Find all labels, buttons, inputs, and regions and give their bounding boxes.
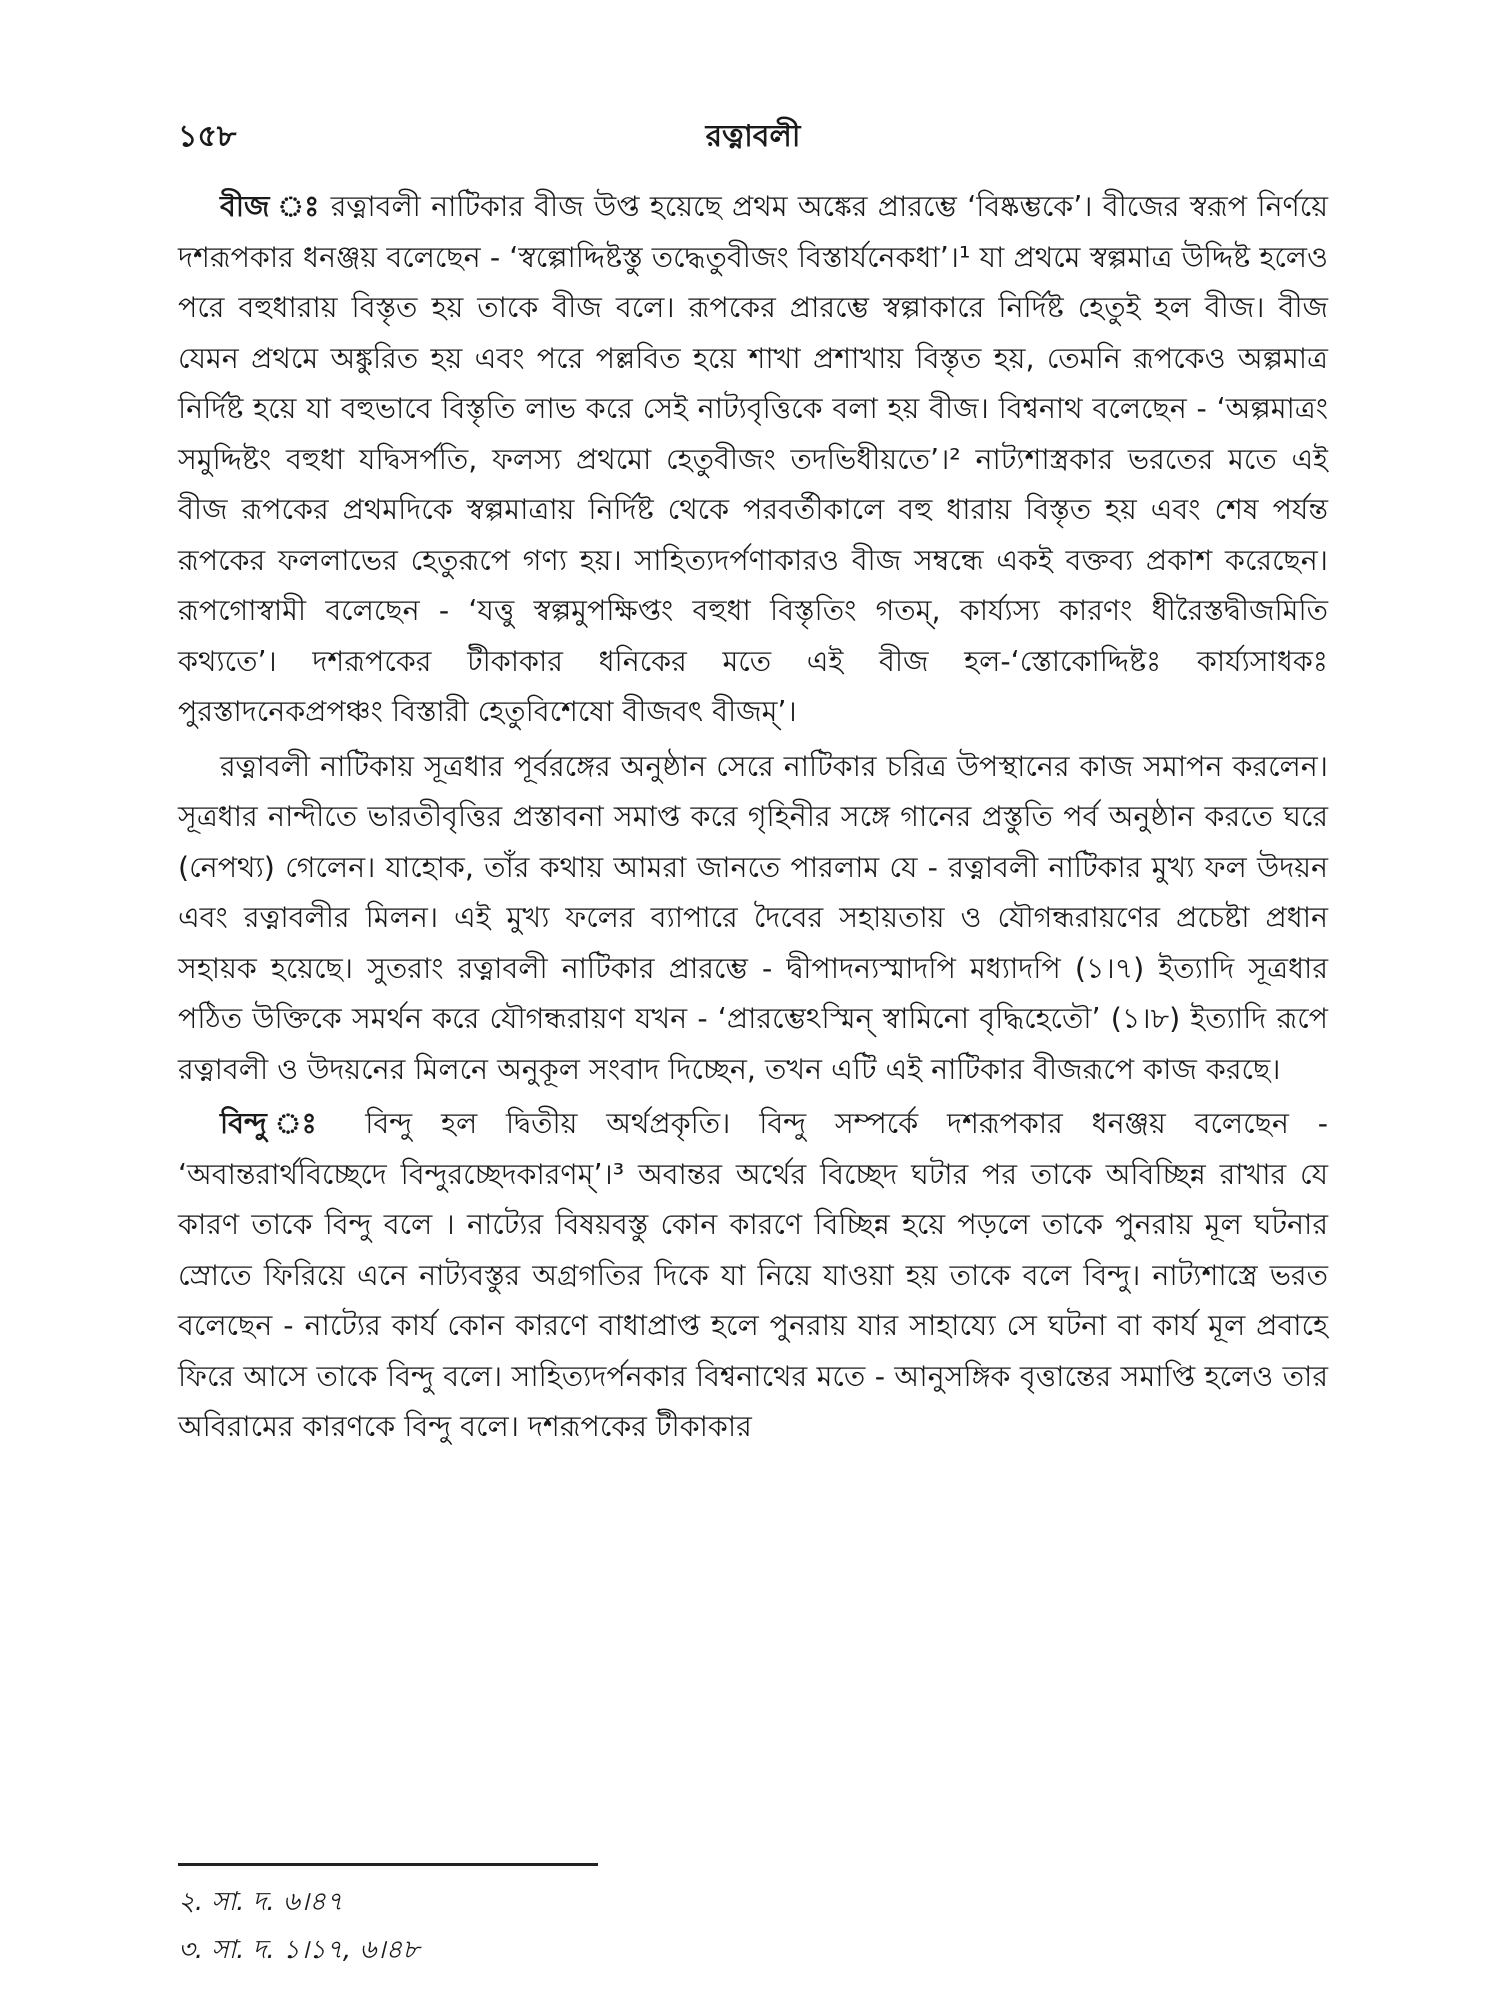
footnote: ৩. সা. দ. ১।১৭, ৬।৪৮ — [178, 1935, 420, 1965]
term-heading: বীজ ঃ — [220, 190, 321, 223]
page-header — [178, 112, 1328, 160]
paragraph-bija — [178, 182, 1328, 738]
footnote-divider — [178, 1863, 598, 1866]
page-number: ১৫৮ — [178, 119, 237, 154]
running-title: রত্নাবলী — [705, 119, 801, 154]
paragraph-text: রত্নাবলী নাটিকার বীজ উপ্ত হয়েছে প্রথম অঙ্কের প্রারম্ভে ‘বিষ্কম্ভকে’। বীজের স্বরূপ নির্ণয়ে দশরূপকার ধনঞ্জয় বলেছেন - ‘স্বল্পোদ্দিষ্টস্তু তদ্ধেতুবীজং বিস্তার্যনেকধা’।¹ যা প্রথমে স্বল্পমাত্র উদ্দিষ্ট হলেও পরে বহুধারায় বিস্তৃত হয় তাকে বীজ বলে। রূপকের প্রারম্ভে স্বল্পাকারে নির্দিষ্ট হেতুই হল বীজ। বীজ যেমন প্রথমে অঙ্কুরিত হয় এবং পরে পল্লবিত হয়ে শাখা প্রশাখায় বিস্তৃত হয়, তেমনি রূপকেও অল্পমাত্র নির্দিষ্ট হয়ে যা বহুভাবে বিস্তৃতি লাভ করে সেই নাট্যবৃত্তিকে বলা হয় বীজ। বিশ্বনাথ বলেছেন - ‘অল্পমাত্রং সমুদ্দিষ্টং বহুধা যদ্বিসর্পতি, ফলস্য প্রথমো হেতুবীজং তদভিধীয়তে’।² নাট্যশাস্ত্রকার ভরতের মতে এই বীজ রূপকের প্রথমদিকে স্বল্পমাত্রায় নির্দিষ্ট থেকে পরবর্তীকালে বহু ধারায় বিস্তৃত হয় এবং শেষ পর্যন্ত রূপকের ফললাভের হেতুরূপে গণ্য হয়। সাহিত্যদর্পণাকারও বীজ সম্বন্ধে একই বক্তব্য প্রকাশ করেছেন। রূপগোস্বামী বলেছেন - ‘যত্তু স্বল্পমুপক্ষিপ্তং বহুধা বিস্তৃতিং গতম্, কার্য্যস্য কারণং ধীরৈস্তদ্বীজমিতি কথ্যতে’। দশরূপকের টীকাকার ধনিকের মতে এই বীজ হল-‘স্তোকোদ্দিষ্টঃ কার্য্যসাধকঃ পুরস্তাদনেকপ্রপঞ্চং বিস্তারী হেতুবিশেষো বীজবৎ বীজম্’। — [178, 190, 1328, 728]
paragraph-ratnavali — [178, 742, 1328, 1096]
paragraph-text: রত্নাবলী নাটিকায় সূত্রধার পূর্বরঙ্গের অনুষ্ঠান সেরে নাটিকার চরিত্র উপস্থানের কাজ সমাপন করলেন। সূত্রধার নান্দীতে ভারতীবৃত্তির প্রস্তাবনা সমাপ্ত করে গৃহিনীর সঙ্গে গানের প্রস্তুতি পর্ব অনুষ্ঠান করতে ঘরে (নেপথ্য) গেলেন। যাহোক, তাঁর কথায় আমরা জানতে পারলাম যে - রত্নাবলী নাটিকার মুখ্য ফল উদয়ন এবং রত্নাবলীর মিলন। এই মুখ্য ফলের ব্যাপারে দৈবের সহায়তায় ও যৌগন্ধরায়ণের প্রচেষ্টা প্রধান সহায়ক হয়েছে। সুতরাং রত্নাবলী নাটিকার প্রারম্ভে - দ্বীপাদন্যস্মাদপি মধ্যাদপি (১।৭) ইত্যাদি সূত্রধার পঠিত উক্তিকে সমর্থন করে যৌগন্ধরায়ণ যখন - ‘প্রারম্ভেঽস্মিন্ স্বামিনো বৃদ্ধিহেতৌ’ (১।৮) ইত্যাদি রূপে রত্নাবলী ও উদয়নের মিলনে অনুকূল সংবাদ দিচ্ছেন, তখন এটি এই নাটিকার বীজরূপে কাজ করছে। — [178, 749, 1328, 1086]
footnotes — [178, 1878, 778, 1974]
paragraph-bindu — [178, 1099, 1328, 1453]
footnote: ২. সা. দ. ৬।৪৭ — [178, 1887, 343, 1917]
term-heading: বিন্দু ঃ — [220, 1107, 337, 1140]
paragraph-text: বিন্দু হল দ্বিতীয় অর্থপ্রকৃতি। বিন্দু সম্পর্কে দশরূপকার ধনঞ্জয় বলেছেন - ‘অবান্তরার্থবিচ্ছেদে বিন্দুরচ্ছেদকারণম্’।³ অবান্তর অর্থের বিচ্ছেদ ঘটার পর তাকে অবিচ্ছিন্ন রাখার যে কারণ তাকে বিন্দু বলে । নাট্যের বিষয়বস্তু কোন কারণে বিচ্ছিন্ন হয়ে পড়লে তাকে পুনরায় মূল ঘটনার স্রোতে ফিরিয়ে এনে নাট্যবস্তুর অগ্রগতির দিকে যা নিয়ে যাওয়া হয় তাকে বলে বিন্দু। নাট্যশাস্ত্রে ভরত বলেছেন - নাট্যের কার্য কোন কারণে বাধাপ্রাপ্ত হলে পুনরায় যার সাহায্যে সে ঘটনা বা কার্য মূল প্রবাহে ফিরে আসে তাকে বিন্দু বলে। সাহিত্যদর্পনকার বিশ্বনাথের মতে - আনুসঙ্গিক বৃত্তান্তের সমাপ্তি হলেও তার অবিরামের কারণকে বিন্দু বলে। দশরূপকের টীকাকার — [178, 1107, 1329, 1443]
body-text — [178, 182, 1328, 1453]
